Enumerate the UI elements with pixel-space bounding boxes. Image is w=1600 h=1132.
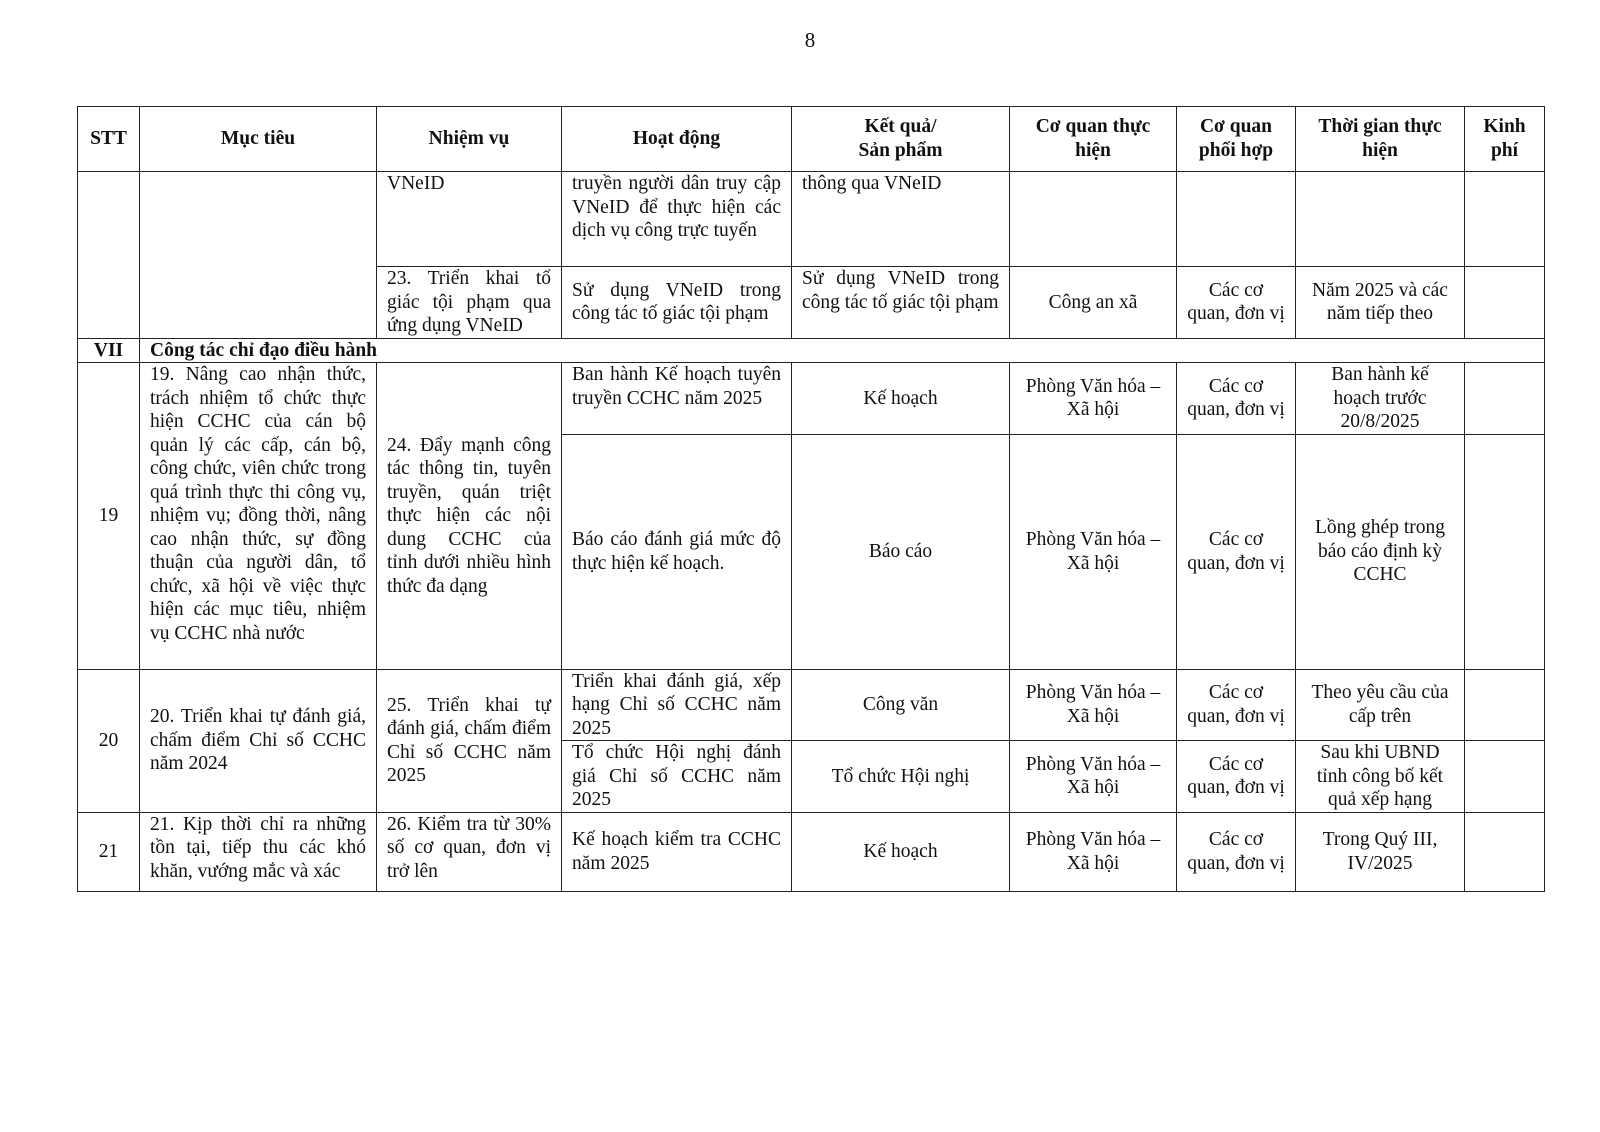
- cell-ket-qua: Tổ chức Hội nghị: [792, 741, 1010, 813]
- cell-muc-tieu: 19. Nâng cao nhận thức, trách nhiệm tổ chức thực hiện CCHC của cán bộ quản lý các cấp, cán bộ, công chức, viên chức trong quá trình thực thi công vụ, nhiệm vụ; đồng thời, nâng cao nhận thức, sự đồng thuận của người dân, tổ chức, xã hội về việc thực hiện các mục tiêu, nhiệm vụ CCHC nhà nước: [140, 363, 377, 670]
- page-number: 8: [804, 28, 816, 52]
- cell-muc-tieu: [140, 172, 377, 339]
- header-kinh-phi: Kinh phí: [1465, 107, 1545, 172]
- cell-kinh-phi: [1465, 172, 1545, 267]
- header-ket-qua: Kết quả/ Sản phẩm: [792, 107, 1010, 172]
- cell-co-quan-thuc-hien: Phòng Văn hóa – Xã hội: [1010, 741, 1177, 813]
- cell-ket-qua: Công văn: [792, 669, 1010, 741]
- cell-thoi-gian: [1296, 172, 1465, 267]
- cell-stt: 21: [78, 812, 140, 891]
- cell-stt: [78, 172, 140, 339]
- cell-thoi-gian: Ban hành kế hoạch trước 20/8/2025: [1296, 363, 1465, 435]
- cell-kinh-phi: [1465, 669, 1545, 741]
- cell-stt: 19: [78, 363, 140, 670]
- cell-hoat-dong: Triển khai đánh giá, xếp hạng Chỉ số CCHC năm 2025: [562, 669, 792, 741]
- cell-nhiem-vu: 25. Triển khai tự đánh giá, chấm điểm Chỉ số CCHC năm 2025: [377, 669, 562, 812]
- cell-ket-qua: thông qua VNeID: [792, 172, 1010, 267]
- table-header-row: [78, 107, 1545, 172]
- section-number: VII: [78, 338, 140, 363]
- cell-kinh-phi: [1465, 363, 1545, 435]
- cell-nhiem-vu: 26. Kiểm tra từ 30% số cơ quan, đơn vị trở lên: [377, 812, 562, 891]
- cell-co-quan-phoi-hop: Các cơ quan, đơn vị: [1177, 741, 1296, 813]
- cell-hoat-dong: Báo cáo đánh giá mức độ thực hiện kế hoạch.: [562, 434, 792, 669]
- cell-nhiem-vu: VNeID: [377, 172, 562, 267]
- cell-co-quan-phoi-hop: Các cơ quan, đơn vị: [1177, 434, 1296, 669]
- cell-co-quan-thuc-hien: Phòng Văn hóa – Xã hội: [1010, 669, 1177, 741]
- table-row-21: [78, 812, 1545, 891]
- cell-hoat-dong: Ban hành Kế hoạch tuyên truyền CCHC năm 2025: [562, 363, 792, 435]
- header-hoat-dong: Hoạt động: [562, 107, 792, 172]
- plan-table: [77, 106, 1545, 892]
- cell-thoi-gian: Trong Quý III, IV/2025: [1296, 812, 1465, 891]
- table-row-20a: [78, 669, 1545, 741]
- table-row-19a: [78, 363, 1545, 435]
- cell-kinh-phi: [1465, 434, 1545, 669]
- cell-ket-qua: Kế hoạch: [792, 812, 1010, 891]
- cell-hoat-dong: Kế hoạch kiểm tra CCHC năm 2025: [562, 812, 792, 891]
- cell-co-quan-thuc-hien: Phòng Văn hóa – Xã hội: [1010, 363, 1177, 435]
- header-stt: STT: [78, 107, 140, 172]
- cell-kinh-phi: [1465, 741, 1545, 813]
- header-thoi-gian: Thời gian thực hiện: [1296, 107, 1465, 172]
- cell-thoi-gian: Lồng ghép trong báo cáo định kỳ CCHC: [1296, 434, 1465, 669]
- cell-hoat-dong: truyền người dân truy cập VNeID để thực hiện các dịch vụ công trực tuyến: [562, 172, 792, 267]
- section-row: [78, 338, 1545, 363]
- cell-co-quan-thuc-hien: [1010, 172, 1177, 267]
- cell-co-quan-phoi-hop: Các cơ quan, đơn vị: [1177, 812, 1296, 891]
- cell-muc-tieu: 20. Triển khai tự đánh giá, chấm điểm Chỉ số CCHC năm 2024: [140, 669, 377, 812]
- cell-thoi-gian: Năm 2025 và các năm tiếp theo: [1296, 267, 1465, 339]
- section-title: Công tác chỉ đạo điều hành: [140, 338, 1545, 363]
- cell-thoi-gian: Theo yêu cầu của cấp trên: [1296, 669, 1465, 741]
- header-muc-tieu: Mục tiêu: [140, 107, 377, 172]
- cell-co-quan-thuc-hien: Phòng Văn hóa – Xã hội: [1010, 434, 1177, 669]
- cell-co-quan-thuc-hien: Phòng Văn hóa – Xã hội: [1010, 812, 1177, 891]
- header-nhiem-vu: Nhiệm vụ: [377, 107, 562, 172]
- cell-co-quan-thuc-hien: Công an xã: [1010, 267, 1177, 339]
- cell-hoat-dong: Tổ chức Hội nghị đánh giá Chỉ số CCHC năm 2025: [562, 741, 792, 813]
- cell-nhiem-vu: 24. Đẩy mạnh công tác thông tin, tuyên truyền, quán triệt thực hiện các nội dung CCHC của tỉnh dưới nhiều hình thức đa dạng: [377, 363, 562, 670]
- cell-thoi-gian: Sau khi UBND tỉnh công bố kết quả xếp hạng: [1296, 741, 1465, 813]
- cell-hoat-dong: Sử dụng VNeID trong công tác tố giác tội phạm: [562, 267, 792, 339]
- cell-ket-qua: Báo cáo: [792, 434, 1010, 669]
- cell-co-quan-phoi-hop: Các cơ quan, đơn vị: [1177, 669, 1296, 741]
- cell-ket-qua: Kế hoạch: [792, 363, 1010, 435]
- cell-co-quan-phoi-hop: Các cơ quan, đơn vị: [1177, 267, 1296, 339]
- cell-ket-qua: Sử dụng VNeID trong công tác tố giác tội phạm: [792, 267, 1010, 339]
- cell-co-quan-phoi-hop: Các cơ quan, đơn vị: [1177, 363, 1296, 435]
- cell-kinh-phi: [1465, 812, 1545, 891]
- header-co-quan-thuc-hien: Cơ quan thực hiện: [1010, 107, 1177, 172]
- cell-co-quan-phoi-hop: [1177, 172, 1296, 267]
- cell-kinh-phi: [1465, 267, 1545, 339]
- table-row-continued: [78, 172, 1545, 267]
- header-co-quan-phoi-hop: Cơ quan phối hợp: [1177, 107, 1296, 172]
- cell-stt: 20: [78, 669, 140, 812]
- cell-muc-tieu: 21. Kịp thời chỉ ra những tồn tại, tiếp thu các khó khăn, vướng mắc và xác: [140, 812, 377, 891]
- cell-nhiem-vu: 23. Triển khai tố giác tội phạm qua ứng dụng VNeID: [377, 267, 562, 339]
